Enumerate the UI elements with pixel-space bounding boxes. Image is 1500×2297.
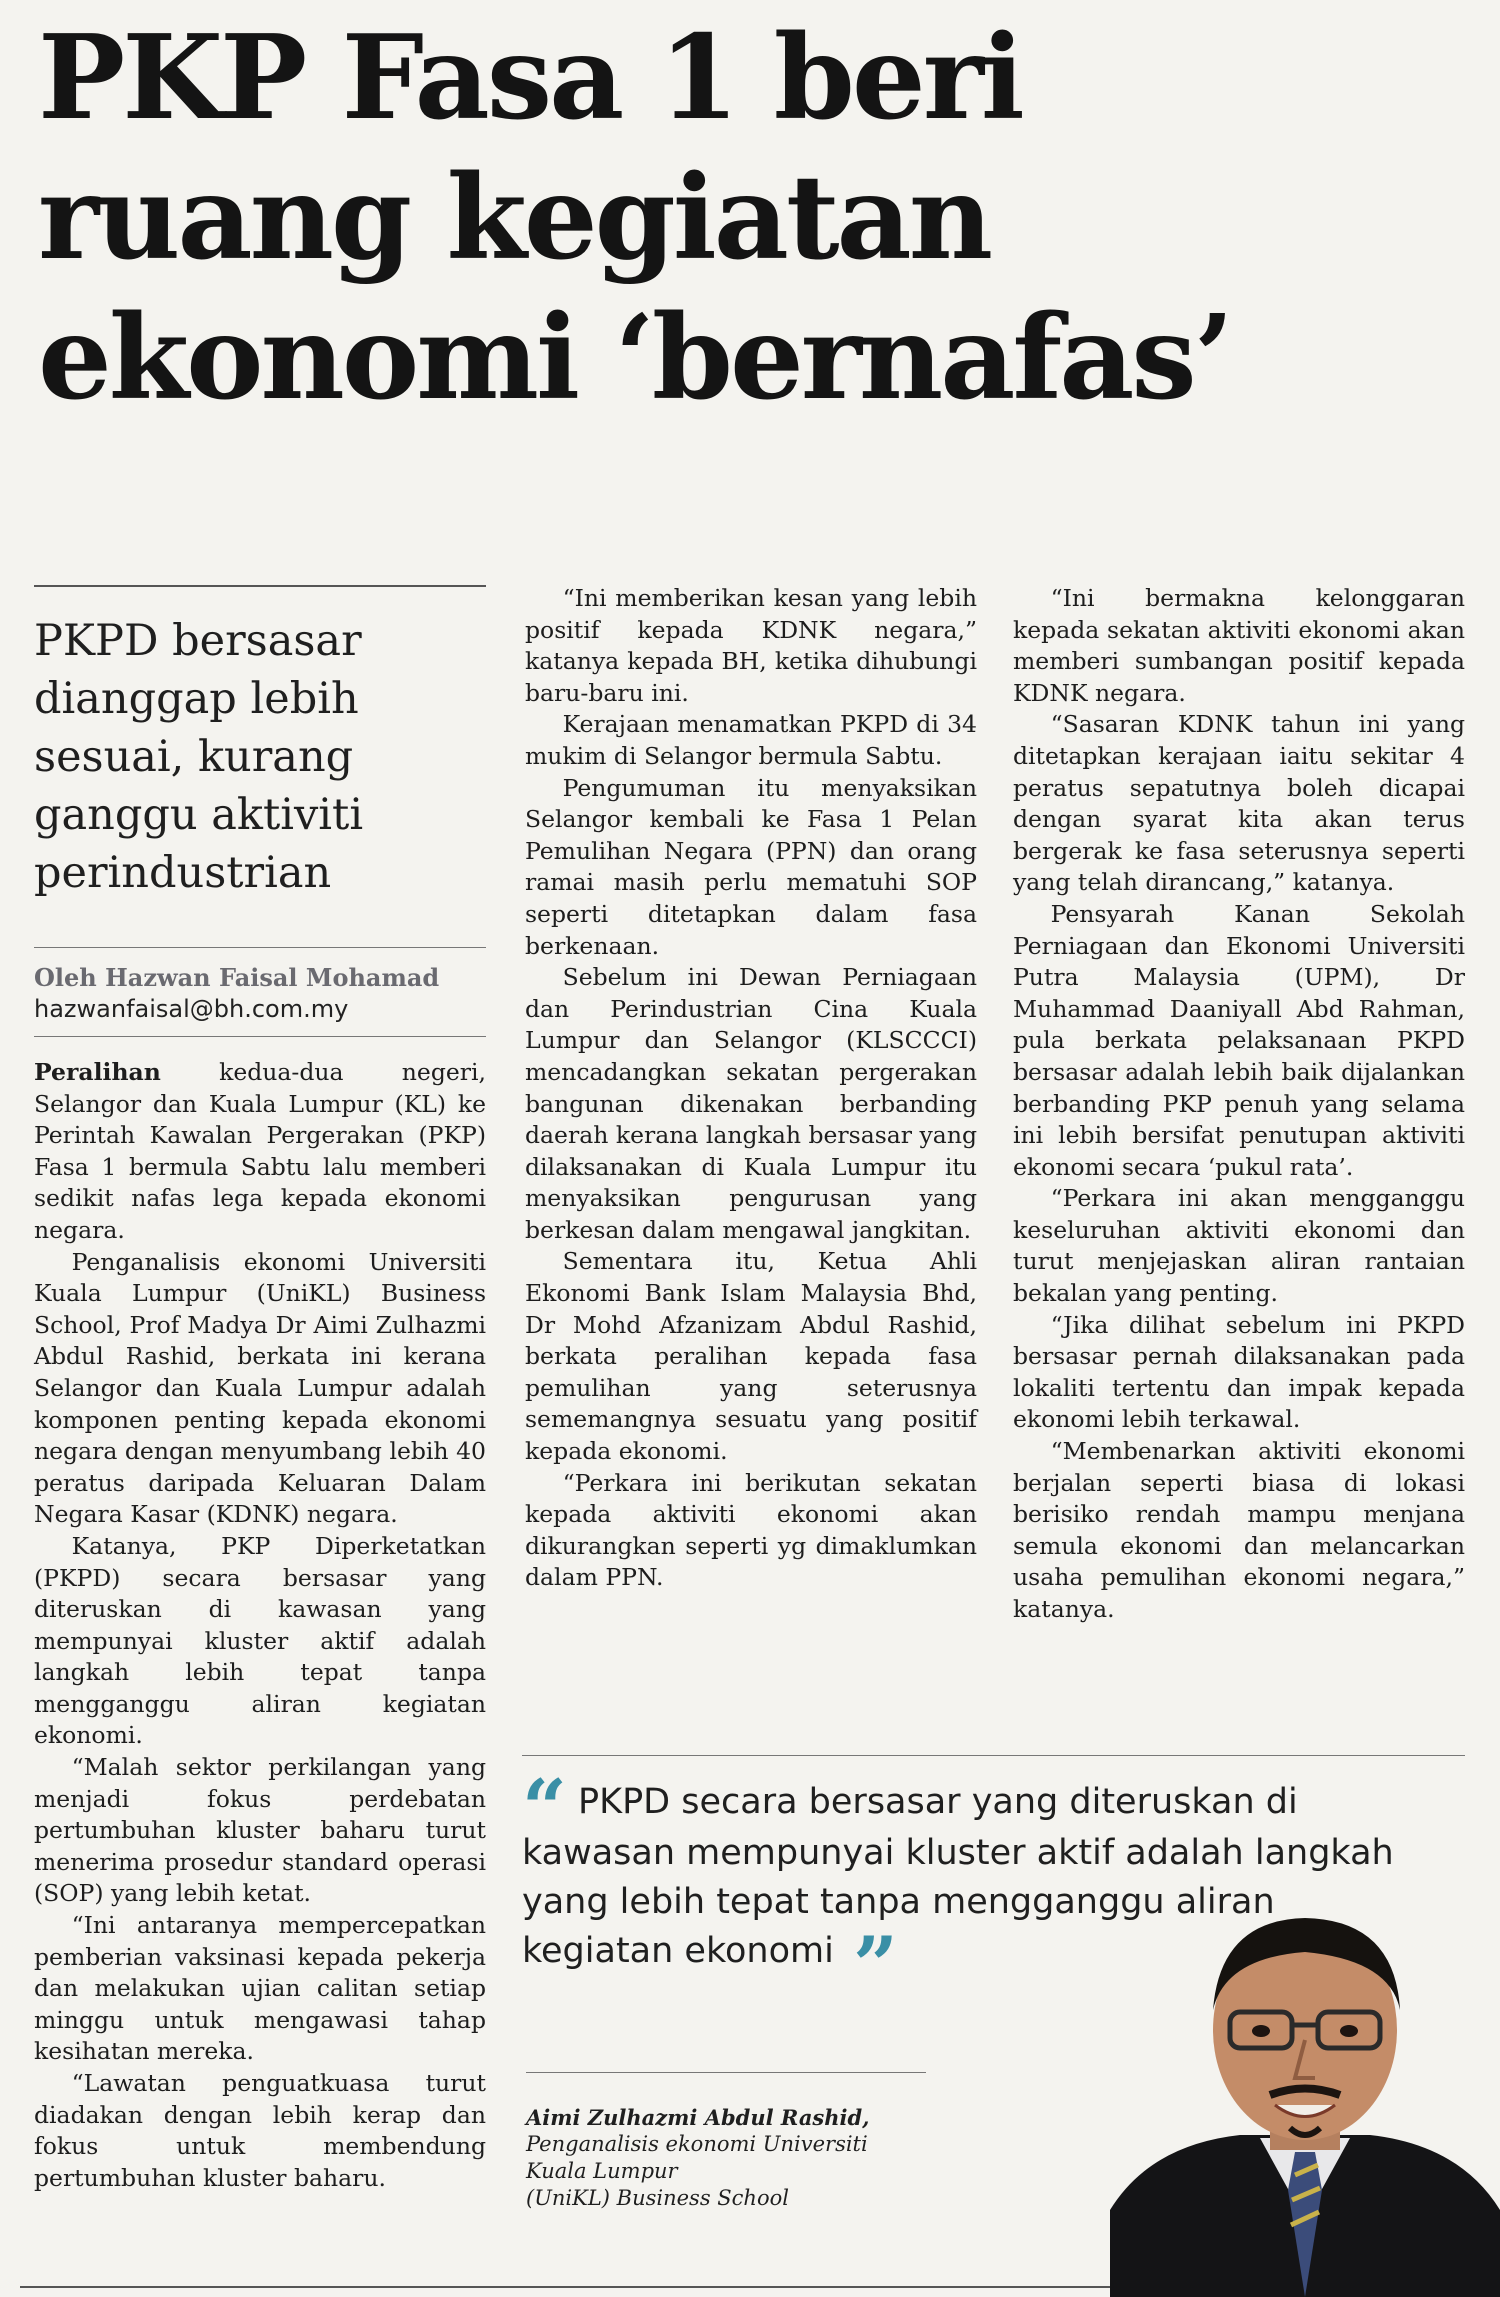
headline-line-3: ekonomi ‘bernafas’ [38, 290, 1232, 426]
byline-email[interactable]: hazwanfaisal@bh.com.my [34, 995, 349, 1023]
caption-line-3: (UniKL) Business School [526, 2186, 789, 2210]
article-column-2 [525, 583, 977, 1594]
subhead-top-rule [34, 585, 486, 587]
paragraph: Katanya, PKP Diperketatkan (PKPD) secara bersasar yang diteruskan di kawasan yang mempunyai kluster aktif adalah langkah lebih tepat tanpa mengganggu aliran kegiatan ekonomi. [34, 1531, 486, 1750]
byline-author: Oleh Hazwan Faisal Mohamad [34, 963, 440, 992]
subhead: PKPD bersasar dianggap lebih sesuai, kurang ganggu aktiviti perindustrian [34, 616, 364, 898]
paragraph: Penganalisis ekonomi Universiti Kuala Lumpur (UniKL) Business School, Prof Madya Dr Aimi Zulhazmi Abdul Rashid, berkata ini kerana Selangor dan Kuala Lumpur adalah komponen penting kepada ekonomi negara dengan menyumbang lebih 40 peratus daripada Keluaran Dalam Negara Kasar (KDNK) negara. [34, 1247, 486, 1529]
paragraph: “Membenarkan aktiviti ekonomi berjalan seperti biasa di lokasi berisiko rendah mampu menjana semula ekonomi dan melancarkan usaha pemulihan ekonomi negara,” katanya. [1013, 1437, 1465, 1623]
portrait-photo [1110, 1890, 1500, 2297]
paragraph: “Ini memberikan kesan yang lebih positif kepada KDNK negara,” katanya kepada BH, ketika dihubungi baru-baru ini. [525, 584, 977, 707]
paragraph: “Jika dilihat sebelum ini PKPD bersasar pernah dilaksanakan pada lokaliti tertentu dan impak kepada ekonomi lebih terkawal. [1013, 1310, 1465, 1434]
column1-top-rule [34, 1036, 486, 1037]
paragraph: “Malah sektor perkilangan yang menjadi fokus perdebatan pertumbuhan kluster baharu turut menerima prosedur standard operasi (SOP) yang lebih ketat. [34, 1753, 486, 1908]
portrait-illustration [1110, 1890, 1500, 2297]
paragraph: Pensyarah Kanan Sekolah Perniagaan dan Ekonomi Universiti Putra Malaysia (UPM), Dr Muhammad Daaniyall Abd Rahman, pula berkata pelaksanaan PKPD bersasar adalah lebih baik dijalankan berbanding PKP penuh yang selama ini lebih bersifat penutupan aktiviti ekonomi secara ‘pukul rata’. [1013, 899, 1465, 1181]
caption-top-rule [526, 2072, 926, 2073]
pull-quote-text: PKPD secara bersasar yang diteruskan di kawasan mempunyai kluster aktif adalah langkah yang lebih tepat tanpa mengganggu aliran kegiatan ekonomi [522, 1782, 1394, 1971]
byline-rule [34, 947, 486, 948]
paragraph: Kerajaan menamatkan PKPD di 34 mukim di Selangor bermula Sabtu. [525, 710, 977, 770]
caption-line-2: Kuala Lumpur [526, 2159, 678, 2183]
paragraph: “Perkara ini berikutan sekatan kepada aktiviti ekonomi akan dikurangkan seperti yg dimaklumkan dalam PPN. [525, 1468, 977, 1592]
photo-caption [526, 2104, 946, 2212]
paragraph: “Lawatan penguatkuasa turut diadakan dengan lebih kerap dan fokus untuk membendung pertumbuhan kluster baharu. [34, 2069, 486, 2192]
paragraph: “Ini antaranya mempercepatkan pemberian vaksinasi kepada pekerja dan melakukan ujian calitan setiap minggu untuk mengawasi tahap kesihatan mereka. [34, 1911, 486, 2066]
headline [38, 8, 1458, 428]
lead-paragraph [34, 1057, 486, 1247]
headline-line-2: ruang kegiatan [38, 150, 991, 286]
open-quote-icon: “ [522, 1763, 567, 1854]
quote-top-rule [522, 1755, 1465, 1756]
paragraph: “Ini bermakna kelonggaran kepada sekatan aktiviti ekonomi akan memberi sumbangan positif kepada KDNK negara. [1013, 584, 1465, 707]
article-column-3 [1013, 583, 1465, 1626]
close-quote-icon: ” [852, 1920, 898, 2011]
paragraph: Sementara itu, Ketua Ahli Ekonomi Bank Islam Malaysia Bhd, Dr Mohd Afzanizam Abdul Rashid, berkata peralihan kepada fasa pemulihan yang seterusnya sememangnya sesuatu yang positif kepada ekonomi. [525, 1247, 977, 1466]
paragraph: “Sasaran KDNK tahun ini yang ditetapkan kerajaan iaitu sekitar 4 peratus sepatutnya boleh dicapai dengan syarat kita akan terus bergerak ke fasa seterusnya seperti yang telah dirancang,” katanya. [1013, 710, 1465, 897]
caption-line-1: Penganalisis ekonomi Universiti [526, 2132, 868, 2156]
headline-line-1: PKP Fasa 1 beri [38, 10, 1022, 146]
article-column-1 [34, 1057, 486, 2194]
lead-word: Peralihan [34, 1058, 161, 1086]
paragraph: “Perkara ini akan mengganggu keseluruhan aktiviti ekonomi dan turut menjejaskan aliran rantaian bekalan yang penting. [1013, 1184, 1465, 1308]
paragraph: Pengumuman itu menyaksikan Selangor kembali ke Fasa 1 Pelan Pemulihan Negara (PPN) dan orang ramai masih perlu mematuhi SOP seperti ditetapkan dalam fasa berkenaan. [525, 773, 977, 960]
caption-name: Aimi Zulhazmi Abdul Rashid, [526, 2105, 870, 2130]
paragraph: Sebelum ini Dewan Perniagaan dan Perindustrian Cina Kuala Lumpur dan Selangor (KLSCCCI) mencadangkan sekatan pergerakan bangunan dikenakan berbanding daerah kerana langkah bersasar yang dilaksanakan di Kuala Lumpur itu menyaksikan pengurusan yang berkesan dalam mengawal jangkitan. [525, 963, 977, 1244]
lead-text: kedua-dua negeri, Selangor dan Kuala Lumpur (KL) ke Perintah Kawalan Pergerakan (PKP) Fasa 1 bermula Sabtu lalu memberi sedikit nafas lega kepada ekonomi negara. [34, 1058, 486, 1244]
